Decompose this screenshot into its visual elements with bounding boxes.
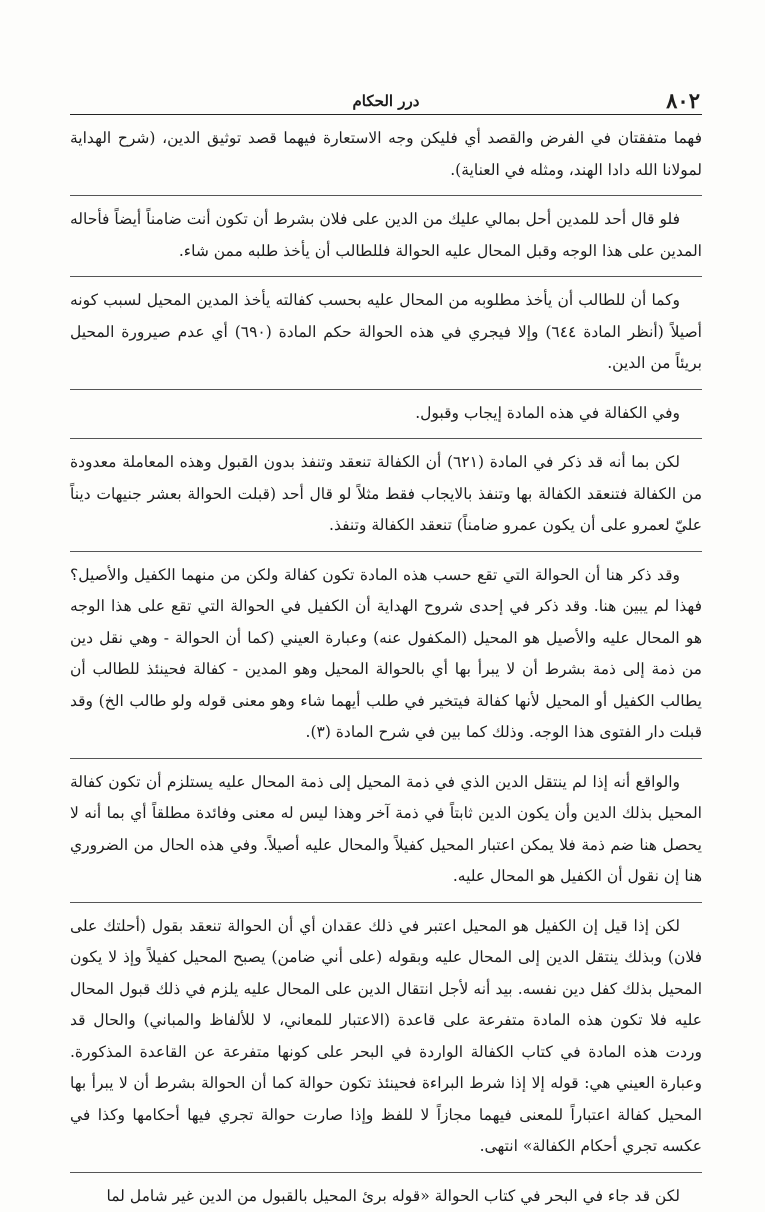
running-title: درر الحكام xyxy=(70,92,702,110)
paragraph-6: وقد ذكر هنا أن الحوالة التي تقع حسب هذه المادة تكون كفالة ولكن من منهما الكفيل والأصيل؟ فهذا لم يبين هنا. وقد ذكر في إحدى شروح الهداية أن الكفيل في الحوالة التي تقع على هذا الوجه هو المحال عليه والأصيل هو المحيل (المكفول عنه) وعبارة العيني (كما أن الحوالة - وهي نقل دين من ذمة إلى ذمة بشرط أن لا يبرأ بها أي بالحوالة المحيل وهو المدين - كفالة فحينئذ للطالب أن يطالب الكفيل أو المحيل لأنها كفالة فيتخير في طلب أيهما شاء وهو معنى قوله ولو طالب الخ) وقد قبلت دار الفتوى هذا الوجه. وذلك كما بين في شرح المادة (٣). xyxy=(70,560,702,749)
separator-8 xyxy=(70,1172,702,1173)
page-body xyxy=(70,115,702,1212)
document-page xyxy=(70,84,702,1212)
separator-7 xyxy=(70,902,702,903)
paragraph-1: فهما متفقتان في الفرض والقصد أي فليكن وجه الاستعارة فيهما قصد توثيق الدين، (شرح الهداية لمولانا الله دادا الهند، ومثله في العناية). xyxy=(70,123,702,186)
separator-5 xyxy=(70,551,702,552)
paragraph-8: لكن إذا قيل إن الكفيل هو المحيل اعتبر في ذلك عقدان أي أن الحوالة تنعقد بقول (أحلتك على فلان) وبذلك ينتقل الدين إلى المحال عليه وبقوله (على أني ضامن) يصبح المحيل كفيلاً وإذ لا يكون المحيل بذلك كفل دين نفسه. بيد أنه لأجل انتقال الدين على المحال عليه يلزم في ذلك قبول المحال عليه فلا تكون هذه المادة متفرعة على قاعدة (الاعتبار للمعاني، لا للألفاظ والمباني) والحال قد وردت هذه المادة في كتاب الكفالة الواردة في البحر على كونها متفرعة عن القاعدة المذكورة. وعبارة العيني هي: قوله إلا إذا شرط البراءة فحينئذ تكون حوالة كما أن الحوالة بشرط أن لا يبرأ بها المحيل كفالة اعتباراً للمعنى فيهما مجازاً لا للفظ وإذا صارت حوالة تجري فيها أحكامها وكذا في عكسه تجري أحكام الكفالة» انتهى. xyxy=(70,911,702,1163)
paragraph-4: وفي الكفالة في هذه المادة إيجاب وقبول. xyxy=(70,398,702,430)
separator-1 xyxy=(70,195,702,196)
separator-6 xyxy=(70,758,702,759)
separator-3 xyxy=(70,389,702,390)
paragraph-5: لكن بما أنه قد ذكر في المادة (٦٢١) أن الكفالة تنعقد وتنفذ بدون القبول وهذه المعاملة معدودة من الكفالة فتنعقد الكفالة بها وتنفذ بالايجاب فقط مثلاً لو قال أحد (قبلت الحوالة بعشر جنيهات ديناً عليّ لعمرو على أن يكون عمرو ضامناً) تنعقد الكفالة وتنفذ. xyxy=(70,447,702,542)
page-header xyxy=(70,84,702,115)
separator-2 xyxy=(70,276,702,277)
paragraph-7: والواقع أنه إذا لم ينتقل الدين الذي في ذمة المحيل إلى ذمة المحال عليه يستلزم أن تكون كفالة المحيل بذلك الدين وأن يكون الدين ثابتاً في ذمة آخر وهذا ليس له معنى وفائدة مطلقاً أي بما أنه لا يحصل هنا ضم ذمة فلا يمكن اعتبار المحيل كفيلاً والمحال عليه أصيلاً. وفي هذه الحال من الضروري هنا إن نقول أن الكفيل هو المحال عليه. xyxy=(70,767,702,893)
separator-4 xyxy=(70,438,702,439)
paragraph-3: وكما أن للطالب أن يأخذ مطلوبه من المحال عليه بحسب كفالته يأخذ المدين المحيل لسبب كونه أصيلاً (أنظر المادة ٦٤٤) وإلا فيجري في هذه الحوالة حكم المادة (٦٩٠) أي عدم صيرورة المحيل بريئاً من الدين. xyxy=(70,285,702,380)
paragraph-2: فلو قال أحد للمدين أحل بمالي عليك من الدين على فلان بشرط أن تكون أنت ضامناً أيضاً فأحاله المدين على هذا الوجه وقبل المحال عليه الحوالة فللطالب أن يأخذ طلبه ممن شاء. xyxy=(70,204,702,267)
page-number: ٨٠٢ xyxy=(666,88,700,113)
paragraph-9: لكن قد جاء في البحر في كتاب الحوالة «قوله برئ المحيل بالقبول من الدين غير شامل لما xyxy=(70,1181,702,1212)
